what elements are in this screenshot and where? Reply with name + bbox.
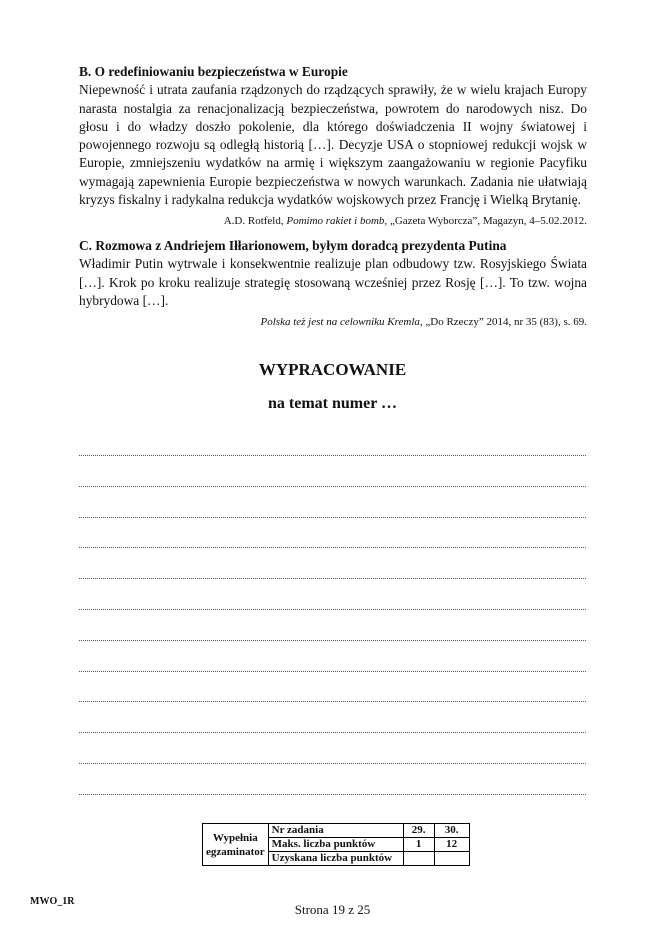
- source-rest: „Do Rzeczy” 2014, nr 35 (83), s. 69.: [422, 316, 587, 329]
- row-label: Uzyskana liczba punktów: [268, 852, 403, 866]
- writing-line[interactable]: [79, 763, 586, 764]
- writing-line[interactable]: [79, 547, 586, 548]
- exam-code: MWO_1R: [30, 896, 75, 907]
- cell: 12: [434, 838, 469, 852]
- scoring-table: [202, 823, 470, 866]
- writing-line[interactable]: [79, 578, 586, 579]
- score-input-30[interactable]: [434, 852, 469, 866]
- writing-line[interactable]: [79, 732, 586, 733]
- writing-line[interactable]: [79, 486, 586, 487]
- source-rest: „Gazeta Wyborcza”, Magazyn, 4–5.02.2012.: [387, 215, 587, 228]
- section-b-text: Niepewność i utrata zaufania rządzonych do rządzących sprawiły, że w wielu krajach Europy narasta nostalgia za renacjonalizacją bezpieczeństwa, powrotem do narodowych nisz. Do głosu i do władzy doszło pokolenie, dla którego doświadczenia II wojny światowej i powojennego rozwoju są odległą historią […]. Decyzje USA o stopniowej redukcji wojsk w Europie, zmniejszeniu wydatków na armię i większym zaangażowaniu w regionie Pacyfiku wymagają zapewnienia Europie bezpieczeństwa w nowych warunkach. Zadania nie ułatwiają kryzys fiskalny i radykalna redukcja wydatków wojskowych przez Francję i Wielką Brytanię.: [79, 82, 587, 208]
- essay-subtitle: na temat numer …: [267, 395, 398, 412]
- writing-line[interactable]: [79, 517, 586, 518]
- section-c: [79, 237, 587, 330]
- source-title: Polska też jest na celowniku Kremla,: [260, 316, 423, 329]
- section-b-source: [79, 213, 587, 229]
- section-c-source: [79, 314, 587, 330]
- page-number: Strona 19 z 25: [294, 902, 371, 917]
- source-author: A.D. Rotfeld,: [223, 215, 287, 228]
- examiner-label: Wypełnia egzaminator: [203, 824, 269, 866]
- writing-line[interactable]: [79, 609, 586, 610]
- section-b: [79, 63, 587, 229]
- row-label: Nr zadania: [268, 824, 403, 838]
- section-c-text: Władimir Putin wytrwale i konsekwentnie realizuje plan odbudowy tzw. Rosyjskiego Świata […]. Krok po kroku realizuje strategię stosowaną wcześniej przez Rosję […]. To tzw. wojna hybrydowa […].: [79, 256, 587, 308]
- writing-line[interactable]: [79, 671, 586, 672]
- essay-title: WYPRACOWANIE: [258, 360, 407, 379]
- cell: 1: [403, 838, 434, 852]
- writing-line[interactable]: [79, 701, 586, 702]
- section-c-heading: C. Rozmowa z Andriejem Iłłarionowem, byłym doradcą prezydenta Putina: [79, 238, 507, 253]
- writing-line[interactable]: [79, 640, 586, 641]
- cell: 29.: [403, 824, 434, 838]
- writing-line[interactable]: [79, 794, 586, 795]
- source-title: Pomimo rakiet i bomb,: [286, 215, 388, 228]
- score-input-29[interactable]: [403, 852, 434, 866]
- writing-line[interactable]: [79, 455, 586, 456]
- section-b-heading: B. O redefiniowaniu bezpieczeństwa w Europie: [79, 64, 348, 79]
- cell: 30.: [434, 824, 469, 838]
- row-label: Maks. liczba punktów: [268, 838, 403, 852]
